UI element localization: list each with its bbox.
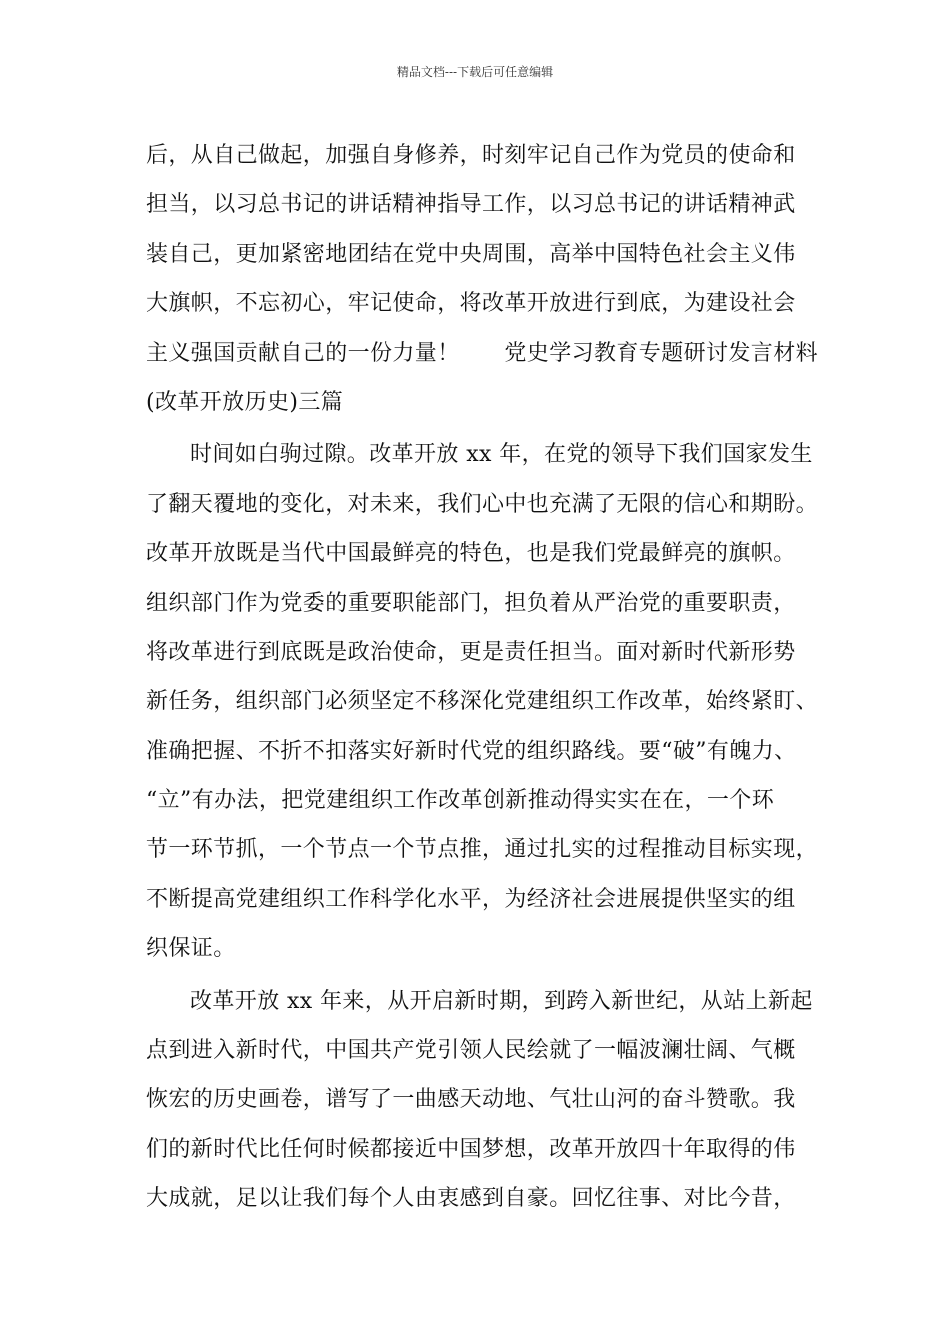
- text-line: 织保证。: [146, 936, 236, 962]
- text-line: 节一环节抓，一个节点一个节点推，通过扎实的过程推动目标实现，: [146, 837, 819, 863]
- text-line: 新任务，组织部门必须坚定不移深化党建组织工作改革，始终紧盯、: [146, 689, 819, 715]
- text-line: 们的新时代比任何时候都接近中国梦想，改革开放四十年取得的伟: [146, 1136, 796, 1162]
- text-line: 恢宏的历史画卷，谱写了一曲感天动地、气壮山河的奋斗赞歌。我: [146, 1087, 796, 1113]
- text-line: 不断提高党建组织工作科学化水平，为经济社会进展提供坚实的组: [146, 886, 796, 912]
- text-line: 担当，以习总书记的讲话精神指导工作，以习总书记的讲话精神武: [146, 192, 796, 218]
- paragraph-start-line: 时间如白驹过隙。改革开放 xx 年，在党的领导下我们国家发生: [190, 442, 813, 468]
- section-title-line: (改革开放历史)三篇: [146, 389, 344, 415]
- text-line: “立”有办法，把党建组织工作改革创新推动得实实在在，一个环: [146, 788, 775, 814]
- page-header: 精品文档---下载后可任意编辑: [396, 65, 554, 79]
- text-line: 组织部门作为党委的重要职能部门，担负着从严治党的重要职责，: [146, 590, 796, 616]
- text-line: 主义强国贡献自己的一份力量！ 党史学习教育专题研讨发言材料: [146, 340, 819, 366]
- text-line: 装自己，更加紧密地团结在党中央周围，高举中国特色社会主义伟: [146, 241, 796, 267]
- text-line: 准确把握、不折不扣落实好新时代党的组织路线。要“破”有魄力、: [146, 738, 797, 764]
- text-line: 了翻天覆地的变化，对未来，我们心中也充满了无限的信心和期盼。: [146, 491, 819, 517]
- text-line: 大成就，足以让我们每个人由衷感到自豪。回忆往事、对比今昔，: [146, 1186, 796, 1212]
- text-line: 将改革进行到底既是政治使命，更是责任担当。面对新时代新形势: [146, 639, 796, 665]
- text-line: 大旗帜，不忘初心，牢记使命，将改革开放进行到底，为建设社会: [146, 291, 796, 317]
- text-line: 改革开放既是当代中国最鲜亮的特色，也是我们党最鲜亮的旗帜。: [146, 541, 796, 567]
- text-line: 后，从自己做起，加强自身修养，时刻牢记自己作为党员的使命和: [146, 143, 796, 168]
- document-body: [146, 131, 826, 1224]
- paragraph-start-line: 改革开放 xx 年来，从开启新时期，到跨入新世纪，从站上新起: [190, 988, 813, 1014]
- text-line: 点到进入新时代，中国共产党引领人民绘就了一幅波澜壮阔、气概: [146, 1038, 796, 1064]
